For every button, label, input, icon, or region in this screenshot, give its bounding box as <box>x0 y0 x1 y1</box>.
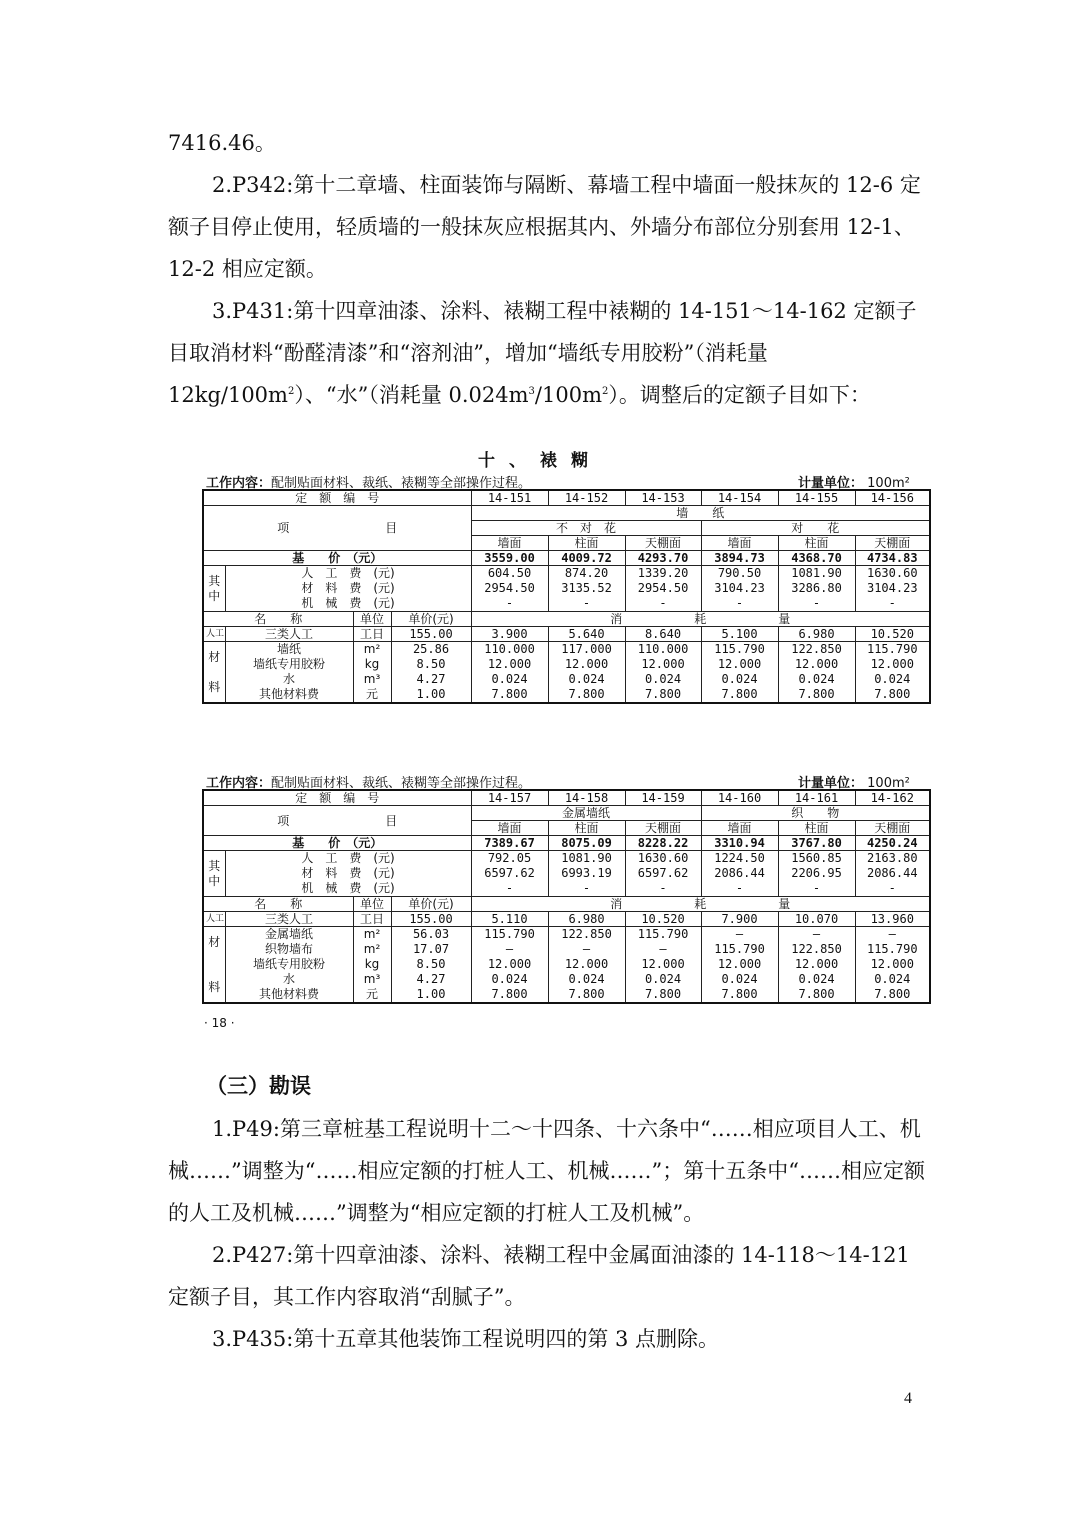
code-cell: 14-159 <box>625 790 701 806</box>
unit-header: 单位 <box>353 897 391 912</box>
para3-sup2: 3 <box>528 386 535 397</box>
position-cell: 天棚面 <box>625 536 701 551</box>
fee-values: 1630.60 6597.62 - <box>625 851 701 897</box>
material-values: 122.850 12.000 0.024 7.800 <box>778 642 855 704</box>
zhong-char: 中 <box>208 873 221 888</box>
position-cell: 天棚面 <box>855 536 930 551</box>
code-cell: 14-162 <box>855 790 930 806</box>
labor-value: 10.520 <box>625 912 701 927</box>
consumption-header: 消 耗 量 <box>471 897 930 912</box>
base-price-cell: 4293.70 <box>625 551 701 566</box>
group-a-label: 不 对 花 <box>471 521 701 536</box>
labor-name: 三类人工 <box>225 627 353 642</box>
unit-price-header: 单价(元) <box>391 897 471 912</box>
code-cell: 14-153 <box>625 490 701 506</box>
para3-a: 3.P431:第十四章油漆、涂料、裱糊工程中裱糊的 14-151～14-162 定额子目取消材料“酚醛清漆”和“溶剂油”，增加“墙纸专用胶粉”（消耗量 12kg/100m <box>168 299 917 407</box>
base-price-cell: 4009.72 <box>548 551 625 566</box>
labor-value: 10.070 <box>778 912 855 927</box>
para3-sup1: 2 <box>287 386 295 397</box>
labor-value: 8.640 <box>625 627 701 642</box>
fee-values: 874.20 3135.52 - <box>548 566 625 612</box>
para3-b: ）、“水”（消耗量 0.024m <box>294 383 529 407</box>
material-values: 115.790 — 12.000 0.024 7.800 <box>625 927 701 1004</box>
labor-side-label: 人工 <box>203 627 225 642</box>
code-cell: 14-157 <box>471 790 548 806</box>
base-price-cell: 4368.70 <box>778 551 855 566</box>
material-fee-label: 材 料 费 (元) <box>301 581 395 595</box>
group-row <box>203 806 930 821</box>
category-level1: 墙 纸 <box>471 506 930 521</box>
book-page-ref: · 18 · <box>204 1016 235 1030</box>
paragraph-item-2-text: 2.P342:第十二章墙、柱面装饰与隔断、幕墙工程中墙面一般抹灰的 12-6 定额子目停止使用，轻质墙的一般抹灰应根据其内、外墙分布部位分别套用 12-1、12-2 相应定额。 <box>168 173 921 281</box>
work-text-2: 配制贴面材料、裁纸、裱糊等全部操作过程。 <box>271 776 532 791</box>
code-cell: 14-155 <box>778 490 855 506</box>
page-number: 4 <box>904 1390 912 1407</box>
labor-value: 3.900 <box>471 627 548 642</box>
qi-char: 其 <box>208 573 221 588</box>
fee-values: 1560.85 2206.95 - <box>778 851 855 897</box>
material-values: — 122.850 12.000 0.024 7.800 <box>778 927 855 1004</box>
material-names: 金属墙纸 织物墙布 墙纸专用胶粉 水 其他材料费 <box>225 927 353 1004</box>
code-cell: 14-160 <box>701 790 778 806</box>
base-price-label: 基 价 （元） <box>203 836 471 851</box>
item-label: 项 目 <box>203 806 471 836</box>
position-cell: 墙面 <box>701 536 778 551</box>
level1-row <box>203 506 930 521</box>
position-cell: 天棚面 <box>625 821 701 836</box>
para3-sup3: 2 <box>601 386 609 397</box>
errata-item-1-text: 1.P49:第三章桩基工程说明十二～十四条、十六条中“……相应项目人工、机械……”调整为“……相应定额的打桩人工、机械……”；第十五条中“……相应定额的人工及机械……”调整为“相应定额的打桩人工及机械”。 <box>168 1117 925 1225</box>
position-cell: 柱面 <box>548 821 625 836</box>
fee-labels <box>225 851 471 897</box>
materials-row <box>203 642 930 704</box>
machine-fee-label: 机 械 费 (元) <box>301 881 395 895</box>
material-values: 115.790 12.000 0.024 7.800 <box>855 642 930 704</box>
consumption-header-row <box>203 897 930 912</box>
qi-char: 其 <box>208 858 221 873</box>
unit-header: 单位 <box>353 612 391 627</box>
consumption-header-row <box>203 612 930 627</box>
qizhong-label <box>203 566 225 612</box>
position-cell: 墙面 <box>701 821 778 836</box>
material-values: 110.000 12.000 0.024 7.800 <box>471 642 548 704</box>
liao-char: 料 <box>208 679 221 694</box>
code-cell: 14-158 <box>548 790 625 806</box>
code-cell: 14-154 <box>701 490 778 506</box>
labor-row <box>203 912 930 927</box>
paragraph-item-2 <box>168 164 928 290</box>
position-cell: 柱面 <box>778 821 855 836</box>
unit-label-2: 计量单位： <box>798 776 864 791</box>
errata-item-3 <box>168 1318 928 1360</box>
base-price-cell: 7389.67 <box>471 836 548 851</box>
fee-labels <box>225 566 471 612</box>
base-price-cell: 4250.24 <box>855 836 930 851</box>
labor-value: 10.520 <box>855 627 930 642</box>
section-title: 十、裱糊 <box>478 451 602 471</box>
labor-value: 5.110 <box>471 912 548 927</box>
fee-values: 604.50 2954.50 - <box>471 566 548 612</box>
base-price-cell: 8228.22 <box>625 836 701 851</box>
code-cell: 14-156 <box>855 490 930 506</box>
labor-value: 5.100 <box>701 627 778 642</box>
base-price-label: 基 价 （元） <box>203 551 471 566</box>
fee-values: 1081.90 6993.19 - <box>548 851 625 897</box>
position-cell: 墙面 <box>471 536 548 551</box>
material-values: 117.000 12.000 0.024 7.800 <box>548 642 625 704</box>
base-price-cell: 3310.94 <box>701 836 778 851</box>
labor-unit: 工日 <box>353 627 391 642</box>
work-label-2: 工作内容： <box>206 776 272 791</box>
material-fee-label: 材 料 费 (元) <box>301 866 395 880</box>
materials-row <box>203 927 930 1004</box>
quota-no-label: 定 额 编 号 <box>203 490 471 506</box>
cai-char: 材 <box>208 649 221 664</box>
fee-values: 1630.60 3104.23 - <box>855 566 930 612</box>
fee-values: 790.50 3104.23 - <box>701 566 778 612</box>
base-price-cell: 4734.83 <box>855 551 930 566</box>
material-units: m² m² kg m³ 元 <box>353 927 391 1004</box>
position-cell: 墙面 <box>471 821 548 836</box>
group-b-label: 织 物 <box>701 806 930 821</box>
fee-values: 1224.50 2086.44 - <box>701 851 778 897</box>
material-values: 115.790 — 12.000 0.024 7.800 <box>471 927 548 1004</box>
group-b-label: 对 花 <box>701 521 930 536</box>
labor-value: 5.640 <box>548 627 625 642</box>
paragraph-item-3 <box>168 290 928 416</box>
labor-side-label: 人工 <box>203 912 225 927</box>
base-price-cell: 8075.09 <box>548 836 625 851</box>
fee-values: 792.05 6597.62 - <box>471 851 548 897</box>
material-values: 110.000 12.000 0.024 7.800 <box>625 642 701 704</box>
errata-item-3-text: 3.P435:第十五章其他装饰工程说明四的第 3 点删除。 <box>212 1327 720 1351</box>
para3-c: /100m <box>534 383 602 407</box>
material-units: m² kg m³ 元 <box>353 642 391 704</box>
material-values: 115.790 12.000 0.024 7.800 <box>701 642 778 704</box>
labor-value: 6.980 <box>778 627 855 642</box>
position-cell: 柱面 <box>778 536 855 551</box>
material-prices: 25.86 8.50 4.27 1.00 <box>391 642 471 704</box>
fee-values: 1081.90 3286.80 - <box>778 566 855 612</box>
fee-values: 2163.80 2086.44 - <box>855 851 930 897</box>
position-cell: 柱面 <box>548 536 625 551</box>
materials-side-label <box>203 642 225 704</box>
labor-value: 7.900 <box>701 912 778 927</box>
labor-unit: 工日 <box>353 912 391 927</box>
item-label: 项 目 <box>203 506 471 551</box>
quota-table-1 <box>202 489 931 704</box>
position-cell: 天棚面 <box>855 821 930 836</box>
quota-table-2 <box>202 789 931 1004</box>
liao-char: 料 <box>208 979 221 994</box>
fee-values: 1339.20 2954.50 - <box>625 566 701 612</box>
labor-value: 13.960 <box>855 912 930 927</box>
work-label-1: 工作内容： <box>206 476 272 491</box>
paragraph-continuation: 7416.46。 <box>168 131 276 155</box>
material-values: — 115.790 12.000 0.024 7.800 <box>855 927 930 1004</box>
code-cell: 14-151 <box>471 490 548 506</box>
unit-label-1: 计量单位： <box>798 476 864 491</box>
fee-breakdown-row <box>203 566 930 612</box>
errata-item-2-text: 2.P427:第十四章油漆、涂料、裱糊工程中金属面油漆的 14-118～14-121 定额子目，其工作内容取消“刮腻子”。 <box>168 1243 910 1309</box>
name-header: 名 称 <box>203 897 353 912</box>
unit-price-header: 单价(元) <box>391 612 471 627</box>
base-price-cell: 3767.80 <box>778 836 855 851</box>
code-cell: 14-161 <box>778 790 855 806</box>
group-a-label: 金属墙纸 <box>471 806 701 821</box>
labor-fee-label: 人 工 费 (元) <box>301 566 395 580</box>
quota-no-label: 定 额 编 号 <box>203 790 471 806</box>
errata-item-2 <box>168 1234 928 1318</box>
codes-row <box>203 490 930 506</box>
labor-price: 155.00 <box>391 627 471 642</box>
material-values: 122.850 — 12.000 0.024 7.800 <box>548 927 625 1004</box>
labor-row <box>203 627 930 642</box>
unit-value-2: 100m² <box>867 776 910 791</box>
material-names: 墙纸 墙纸专用胶粉 水 其他材料费 <box>225 642 353 704</box>
work-text-1: 配制贴面材料、裁纸、裱糊等全部操作过程。 <box>271 476 532 491</box>
base-price-cell: 3894.73 <box>701 551 778 566</box>
material-values: — 115.790 12.000 0.024 7.800 <box>701 927 778 1004</box>
consumption-header: 消 耗 量 <box>471 612 930 627</box>
base-price-row <box>203 551 930 566</box>
fee-breakdown-row <box>203 851 930 897</box>
errata-item-1 <box>168 1108 928 1234</box>
machine-fee-label: 机 械 费 (元) <box>301 596 395 610</box>
labor-value: 6.980 <box>548 912 625 927</box>
cai-char: 材 <box>208 934 221 949</box>
labor-price: 155.00 <box>391 912 471 927</box>
base-price-row <box>203 836 930 851</box>
para3-d: ）。调整后的定额子目如下： <box>608 383 871 407</box>
qizhong-label <box>203 851 225 897</box>
base-price-cell: 3559.00 <box>471 551 548 566</box>
code-cell: 14-152 <box>548 490 625 506</box>
errata-heading: （三）勘误 <box>206 1074 311 1098</box>
labor-name: 三类人工 <box>225 912 353 927</box>
material-prices: 56.03 17.07 8.50 4.27 1.00 <box>391 927 471 1004</box>
materials-side-label <box>203 927 225 1004</box>
codes-row <box>203 790 930 806</box>
name-header: 名 称 <box>203 612 353 627</box>
unit-value-1: 100m² <box>867 476 910 491</box>
labor-fee-label: 人 工 费 (元) <box>301 851 395 865</box>
zhong-char: 中 <box>208 588 221 603</box>
